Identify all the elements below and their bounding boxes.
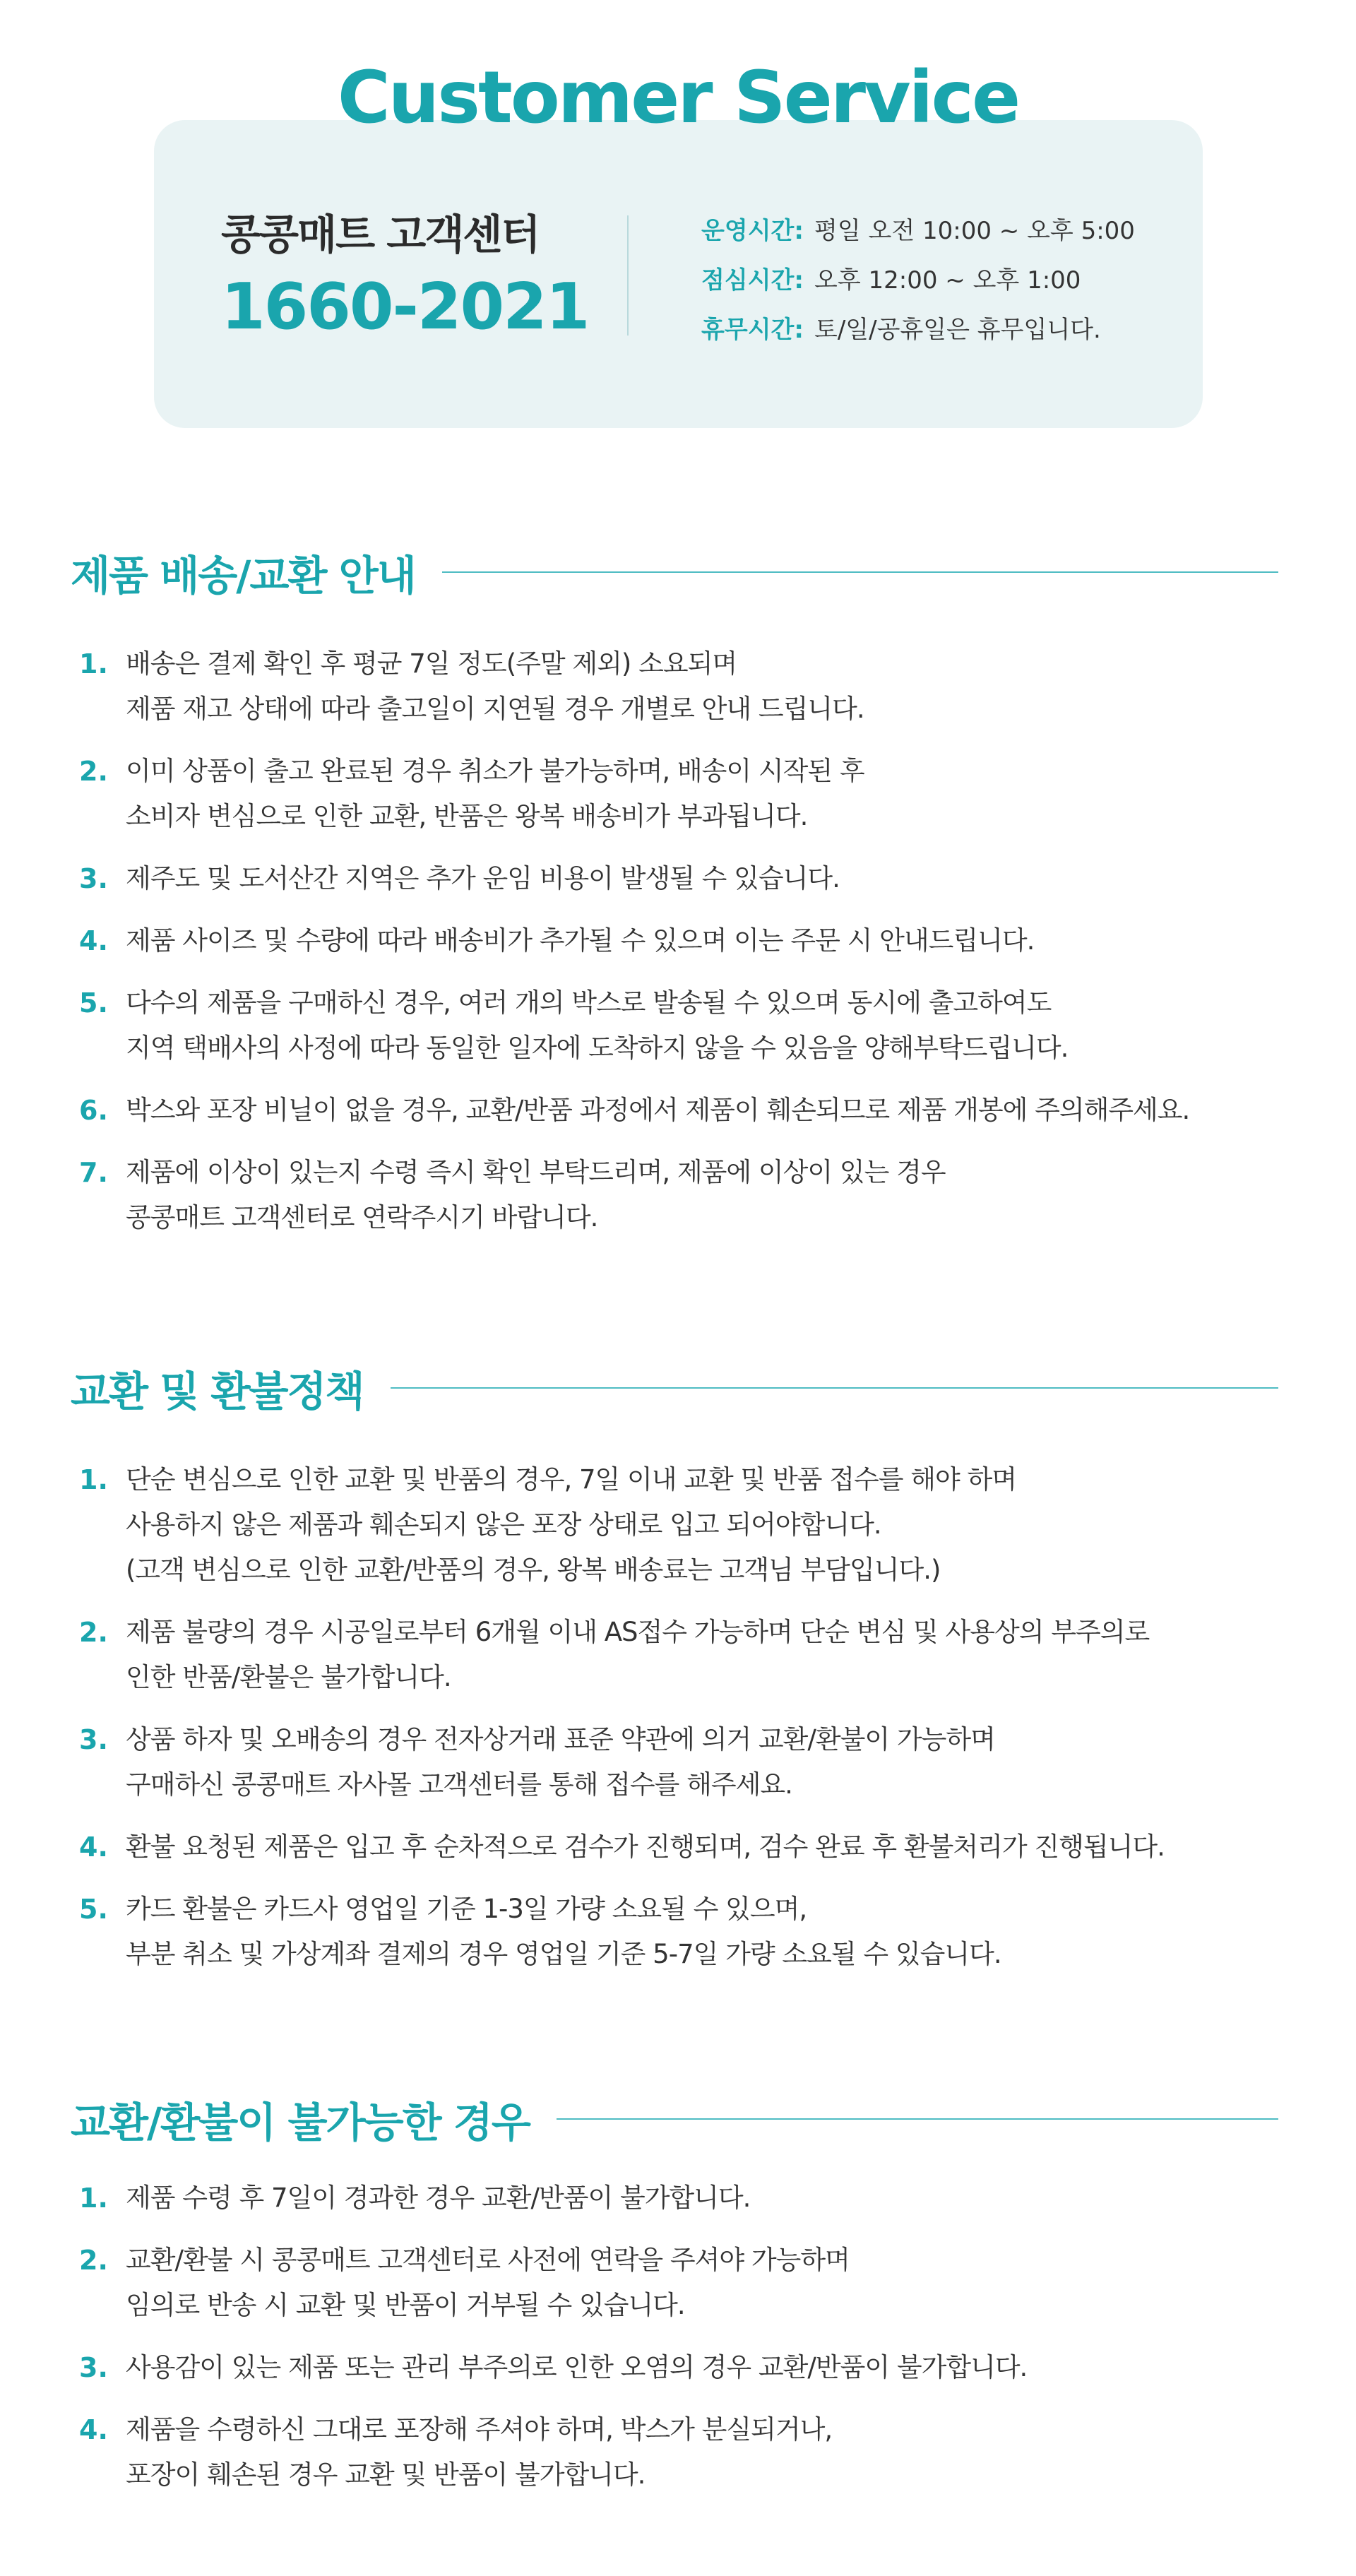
list-item — [71, 1457, 1278, 1593]
section-header — [71, 2091, 1278, 2147]
item-number: 6. — [79, 1095, 108, 1126]
item-number: 5. — [79, 1894, 108, 1925]
item-number: 1. — [79, 1464, 108, 1495]
item-line: 임의로 반송 시 교환 및 반품이 거부될 수 있습니다. — [126, 2290, 685, 2320]
item-text — [126, 1610, 1149, 1700]
hours-row-holiday — [701, 302, 1135, 352]
section-shipping — [71, 544, 1278, 1257]
refund-policy-list — [71, 1457, 1278, 1977]
phone-number[interactable]: 1660-2021 — [221, 270, 589, 344]
item-text — [126, 2407, 832, 2498]
item-number: 2. — [79, 2245, 108, 2276]
item-number: 3. — [79, 2352, 108, 2383]
item-line: 소비자 변심으로 인한 교환, 반품은 왕복 배송비가 부과됩니다. — [126, 801, 808, 831]
item-line: 박스와 포장 비닐이 없을 경우, 교환/반품 과정에서 제품이 훼손되므로 제품 개봉에 주의해주세요. — [126, 1095, 1190, 1125]
hours-label: 운영시간: — [701, 216, 804, 245]
item-line: 제품 불량의 경우 시공일로부터 6개월 이내 AS접수 가능하며 단순 변심 및 사용상의 부주의로 — [126, 1617, 1150, 1647]
item-line: 구매하신 콩콩매트 자사몰 고객센터를 통해 접수를 해주세요. — [126, 1769, 792, 1800]
list-item — [71, 749, 1278, 839]
item-line: 제주도 및 도서산간 지역은 추가 운임 비용이 발생될 수 있습니다. — [126, 863, 840, 894]
list-item — [71, 1150, 1278, 1240]
item-text — [126, 1824, 1165, 1870]
item-number: 3. — [79, 1724, 108, 1755]
list-item — [71, 918, 1278, 963]
item-text — [126, 1717, 995, 1808]
item-text — [126, 918, 1034, 963]
hours-value: 토/일/공휴일은 휴무입니다. — [814, 315, 1101, 344]
item-line: 부분 취소 및 가상계좌 결제의 경우 영업일 기준 5-7일 가량 소요될 수 있습니다. — [126, 1939, 1001, 1969]
list-item — [71, 980, 1278, 1071]
item-text — [126, 1150, 946, 1240]
item-text — [126, 641, 864, 732]
item-line: 콩콩매트 고객센터로 연락주시기 바랍니다. — [126, 1202, 598, 1233]
hours-label: 휴무시간: — [701, 315, 804, 344]
list-item — [71, 641, 1278, 732]
card-divider — [627, 215, 629, 336]
item-text — [126, 856, 840, 901]
hours-list — [701, 203, 1135, 352]
item-number: 4. — [79, 1832, 108, 1863]
section-divider — [442, 571, 1278, 573]
item-line: 인한 반품/환불은 불가합니다. — [126, 1662, 451, 1692]
item-number: 4. — [79, 2414, 108, 2445]
item-number: 2. — [79, 1617, 108, 1648]
section-divider — [391, 1387, 1278, 1389]
hours-value: 오후 12:00 ~ 오후 1:00 — [814, 266, 1081, 295]
contact-card — [154, 120, 1203, 428]
page-title: Customer Service — [337, 56, 1019, 140]
list-item — [71, 2176, 1278, 2221]
section-refund-policy — [71, 1360, 1278, 1994]
item-line: 제품을 수령하신 그대로 포장해 주셔야 하며, 박스가 분실되거나, — [126, 2414, 833, 2445]
list-item — [71, 1824, 1278, 1870]
center-name: 콩콩매트 고객센터 — [221, 210, 540, 259]
item-text — [126, 2238, 850, 2328]
item-line: 이미 상품이 출고 완료된 경우 취소가 불가능하며, 배송이 시작된 후 — [126, 756, 864, 786]
item-line: 사용감이 있는 제품 또는 관리 부주의로 인한 오염의 경우 교환/반품이 불가합니다. — [126, 2352, 1028, 2382]
item-line: 사용하지 않은 제품과 훼손되지 않은 포장 상태로 입고 되어야합니다. — [126, 1509, 881, 1540]
item-line: 카드 환불은 카드사 영업일 기준 1-3일 가량 소요될 수 있으며, — [126, 1894, 807, 1924]
item-text — [126, 1088, 1189, 1133]
item-number: 1. — [79, 2183, 108, 2214]
item-text — [126, 980, 1068, 1071]
list-item — [71, 1717, 1278, 1808]
item-text — [126, 1457, 1016, 1593]
item-number: 3. — [79, 863, 108, 894]
item-line: 제품 재고 상태에 따라 출고일이 지연될 경우 개별로 안내 드립니다. — [126, 694, 864, 724]
item-line: 다수의 제품을 구매하신 경우, 여러 개의 박스로 발송될 수 있으며 동시에 출고하여도 — [126, 987, 1052, 1018]
list-item — [71, 2238, 1278, 2328]
item-line: 제품 수령 후 7일이 경과한 경우 교환/반품이 불가합니다. — [126, 2183, 751, 2213]
hours-label: 점심시간: — [701, 266, 804, 295]
item-text — [126, 749, 864, 839]
item-text — [126, 2176, 750, 2221]
item-number: 4. — [79, 925, 108, 956]
hours-row-operating — [701, 203, 1135, 253]
item-line: 제품에 이상이 있는지 수령 즉시 확인 부탁드리며, 제품에 이상이 있는 경우 — [126, 1157, 946, 1187]
item-line: 단순 변심으로 인한 교환 및 반품의 경우, 7일 이내 교환 및 반품 접수를 해야 하며 — [126, 1464, 1016, 1495]
item-line: 상품 하자 및 오배송의 경우 전자상거래 표준 약관에 의거 교환/환불이 가능하며 — [126, 1724, 995, 1755]
section-title: 제품 배송/교환 안내 — [71, 552, 415, 600]
item-line: 환불 요청된 제품은 입고 후 순차적으로 검수가 진행되며, 검수 완료 후 환불처리가 진행됩니다. — [126, 1832, 1165, 1862]
section-title: 교환/환불이 불가능한 경우 — [71, 2099, 530, 2147]
item-number: 5. — [79, 987, 108, 1019]
list-item — [71, 2407, 1278, 2498]
list-item — [71, 1088, 1278, 1133]
hours-value: 평일 오전 10:00 ~ 오후 5:00 — [814, 216, 1135, 245]
item-line: 지역 택배사의 사정에 따라 동일한 일자에 도착하지 않을 수 있음을 양해부탁드립니다. — [126, 1033, 1069, 1063]
list-item — [71, 2345, 1278, 2390]
item-number: 2. — [79, 756, 108, 787]
section-header — [71, 1360, 1278, 1416]
list-item — [71, 856, 1278, 901]
item-number: 1. — [79, 648, 108, 679]
item-line: 제품 사이즈 및 수량에 따라 배송비가 추가될 수 있으며 이는 주문 시 안내드립니다. — [126, 925, 1035, 956]
item-line: (고객 변심으로 인한 교환/반품의 경우, 왕복 배송료는 고객님 부담입니다.) — [126, 1555, 941, 1585]
item-text — [126, 1887, 1001, 1977]
list-item — [71, 1610, 1278, 1700]
section-divider — [557, 2118, 1278, 2120]
section-non-refundable — [71, 2091, 1278, 2515]
item-line: 포장이 훼손된 경우 교환 및 반품이 불가합니다. — [126, 2459, 646, 2490]
non-refundable-list — [71, 2176, 1278, 2498]
list-item — [71, 1887, 1278, 1977]
hours-row-lunch — [701, 253, 1135, 302]
section-title: 교환 및 환불정책 — [71, 1367, 364, 1415]
item-number: 7. — [79, 1157, 108, 1188]
item-line: 배송은 결제 확인 후 평균 7일 정도(주말 제외) 소요되며 — [126, 648, 737, 679]
item-text — [126, 2345, 1027, 2390]
shipping-list — [71, 641, 1278, 1240]
item-line: 교환/환불 시 콩콩매트 고객센터로 사전에 연락을 주셔야 가능하며 — [126, 2245, 850, 2275]
section-header — [71, 544, 1278, 600]
